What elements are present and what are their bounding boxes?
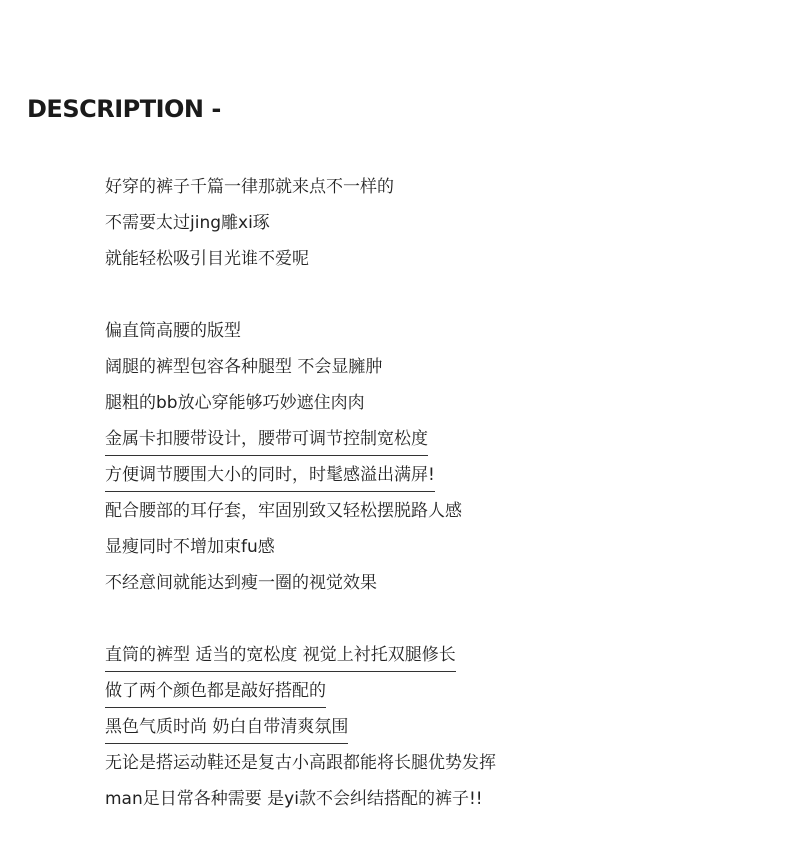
description-line	[105, 782, 765, 818]
line-text: 阔腿的裤型包容各种腿型 不会显臃肿	[105, 357, 383, 377]
description-line	[105, 566, 765, 602]
description-line	[105, 350, 765, 386]
line-text: 不经意间就能达到瘦一圈的视觉效果	[105, 573, 377, 593]
line-text: 直筒的裤型 适当的宽松度 视觉上衬托双腿修长	[105, 640, 456, 672]
line-text: 无论是搭运动鞋还是复古小高跟都能将长腿优势发挥	[105, 753, 496, 773]
line-text: man足日常各种需要 是yi款不会纠结搭配的裤子!!	[105, 789, 483, 809]
section-heading: DESCRIPTION -	[27, 95, 221, 123]
description-line-underlined	[105, 638, 765, 674]
line-text: 就能轻松吸引目光谁不爱呢	[105, 249, 309, 269]
description-line-underlined	[105, 458, 765, 494]
description-line-underlined	[105, 422, 765, 458]
description-line	[105, 314, 765, 350]
description-line	[105, 746, 765, 782]
line-text: 偏直筒高腰的版型	[105, 321, 241, 341]
line-text: 方便调节腰围大小的同时，时髦感溢出满屏!	[105, 460, 435, 492]
description-line	[105, 206, 765, 242]
description-line	[105, 494, 765, 530]
description-line	[105, 170, 765, 206]
line-text: 做了两个颜色都是敲好搭配的	[105, 676, 326, 708]
description-line-underlined	[105, 674, 765, 710]
line-text: 黑色气质时尚 奶白自带清爽氛围	[105, 712, 348, 744]
line-text: 腿粗的bb放心穿能够巧妙遮住肉肉	[105, 393, 365, 413]
line-text: 好穿的裤子千篇一律那就来点不一样的	[105, 177, 394, 197]
line-text: 不需要太过jing雕xi琢	[105, 213, 270, 233]
description-line	[105, 530, 765, 566]
paragraph-gap	[105, 278, 765, 314]
description-line	[105, 386, 765, 422]
line-text: 金属卡扣腰带设计，腰带可调节控制宽松度	[105, 424, 428, 456]
description-line-underlined	[105, 710, 765, 746]
paragraph-gap	[105, 602, 765, 638]
line-text: 显瘦同时不增加束fu感	[105, 537, 275, 557]
description-line	[105, 242, 765, 278]
line-text: 配合腰部的耳仔套，牢固别致又轻松摆脱路人感	[105, 501, 462, 521]
description-body	[105, 170, 765, 818]
